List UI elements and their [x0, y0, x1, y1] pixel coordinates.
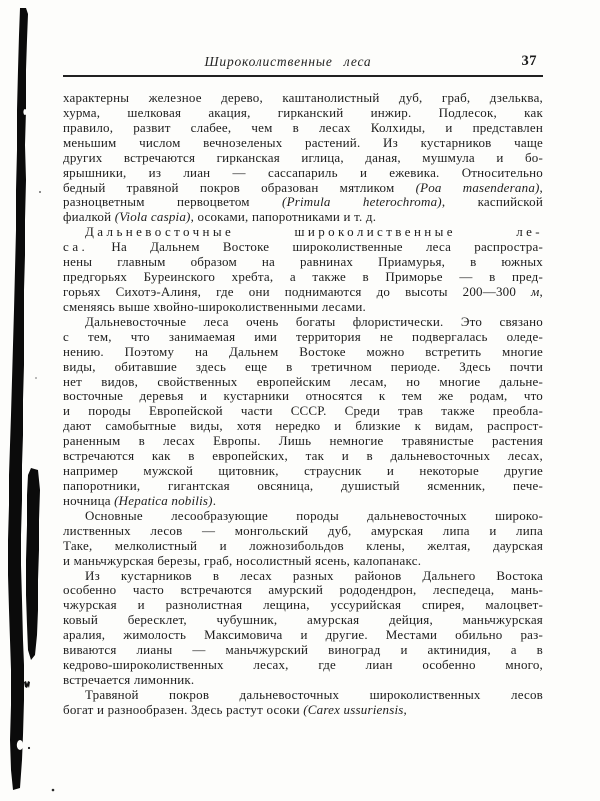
text-line: виваются лианы — маньчжурский виноград и актинидия, а в: [63, 642, 543, 658]
text-line: бедный травяной покров образован мятликом (Poa masenderana),: [63, 179, 543, 195]
paragraph: [63, 688, 543, 718]
text-line: правило, развит слабее, чем в лесах Колхиды, и представлен: [63, 119, 543, 135]
text-line: ночница (Hepatica nobilis).: [63, 492, 217, 508]
page-number: 37: [521, 53, 537, 69]
header-rule: [63, 75, 543, 77]
running-head-title: Широколиственные леса: [204, 54, 372, 69]
text-line: характерны железное дерево, каштанолистный дуб, граб, дзельква,: [63, 90, 543, 105]
text-line: ярышники, из лиан — сассапариль и ежевика. Относительно: [63, 164, 543, 180]
text-line: встречается лимонник.: [63, 671, 195, 687]
text-line: фиалкой (Viola caspia), осоками, папоротниками и т. д.: [63, 209, 377, 225]
text-line: особенно часто встречаются амурский рододендрон, леспедеца, мань-: [63, 582, 543, 598]
text-line: нению. Поэтому на Дальнем Востоке можно встретить многие: [63, 343, 543, 359]
text-line: и маньчжурская березы, граб, носолистный ясень, калопанакс.: [63, 552, 422, 568]
paragraph: [63, 509, 543, 569]
text-line: аралия, жимолость Максимовича и другие. Местами обильно раз-: [63, 627, 543, 643]
book-spine-scan-artifact: [0, 0, 60, 801]
text-line: Дальневосточные леса очень богаты флористически. Это связано: [85, 313, 543, 329]
text-line: виды, обитавшие здесь еще в третичном периоде. Здесь почти: [63, 358, 543, 374]
text-line: нены главным образом на равнинах Приамурья, в южных: [63, 254, 543, 270]
text-line: например мужской щитовник, страусник и некоторые другие: [63, 463, 543, 479]
text-line: богат и разнообразен. Здесь растут осоки (Carex ussuriensis,: [63, 701, 407, 717]
paragraph: [63, 91, 543, 225]
text-line: ковый бересклет, чубушник, амурская дейция, маньчжурская: [63, 612, 543, 628]
text-line: Из кустарников в лесах разных районов Дальнего Востока: [85, 567, 543, 583]
text-block: [63, 52, 543, 718]
text-line: Травяной покров дальневосточных широколиственных лесов: [85, 686, 543, 702]
text-line: лиственных лесов — монгольский дуб, амурская липа и липа: [63, 522, 543, 538]
paragraph: [63, 569, 543, 688]
paragraph: [63, 225, 543, 315]
text-line: кедрово-широколиственных лесах, где лиан особенно много,: [63, 657, 543, 673]
text-line: Таке, мелколистный и ложнозибольдов клены, желтая, даурская: [63, 537, 543, 553]
text-line: са. На Дальнем Востоке широколиственные леса распростра-: [63, 239, 543, 255]
text-line: разноцветным первоцветом (Primula heterochroma), каспийской: [63, 194, 543, 210]
text-line: восточные деревья и кустарники относятся к тем же родам, что: [63, 388, 543, 404]
text-line: других встречаются гирканская иглица, даная, мушмула и бо-: [63, 149, 543, 165]
text-line: сменяясь выше хвойно-широколиственными лесами.: [63, 298, 367, 314]
text-line: Основные лесообразующие породы дальневосточных широко-: [85, 507, 543, 523]
text-line: предгорьях Буреинского хребта, а также в Приморье — в пред-: [63, 269, 543, 285]
text-line: папоротники, гигантская овсяница, душистый ясменник, пече-: [63, 477, 543, 493]
paragraph: [63, 315, 543, 509]
text-line: с тем, что занимаемая ими территория не подвергалась оледе-: [63, 328, 543, 344]
text-line: горьях Сихотэ-Алиня, где они поднимаются до высоты 200—300 м,: [63, 283, 543, 299]
text-line: и породы Европейской части СССР. Среди трав также преобла-: [63, 403, 543, 419]
text-line: Дальневосточные широколиственные ле-: [85, 224, 543, 240]
text-line: чжурская и разнолистная лещина, уссурийская спирея, малоцвет-: [63, 597, 543, 613]
text-line: раненным в лесах Европы. Лишь немногие травянистые растения: [63, 433, 543, 449]
text-line: нет видов, свойственных европейским лесам, но многие дальне-: [63, 373, 543, 389]
text-line: хурма, шелковая акация, гирканский инжир. Подлесок, как: [63, 104, 543, 120]
text-line: дают самобытные виды, хотя нередко и близкие к видам, распрост-: [63, 418, 543, 434]
text-line: встречаются как в европейских, так и в дальневосточных лесах,: [63, 448, 543, 464]
running-head: [63, 52, 543, 71]
body-text: [63, 91, 543, 718]
scan-speck-dots: [30, 0, 60, 801]
text-line: меньшим числом вечнозеленых растений. Из кустарников чаще: [63, 134, 543, 150]
